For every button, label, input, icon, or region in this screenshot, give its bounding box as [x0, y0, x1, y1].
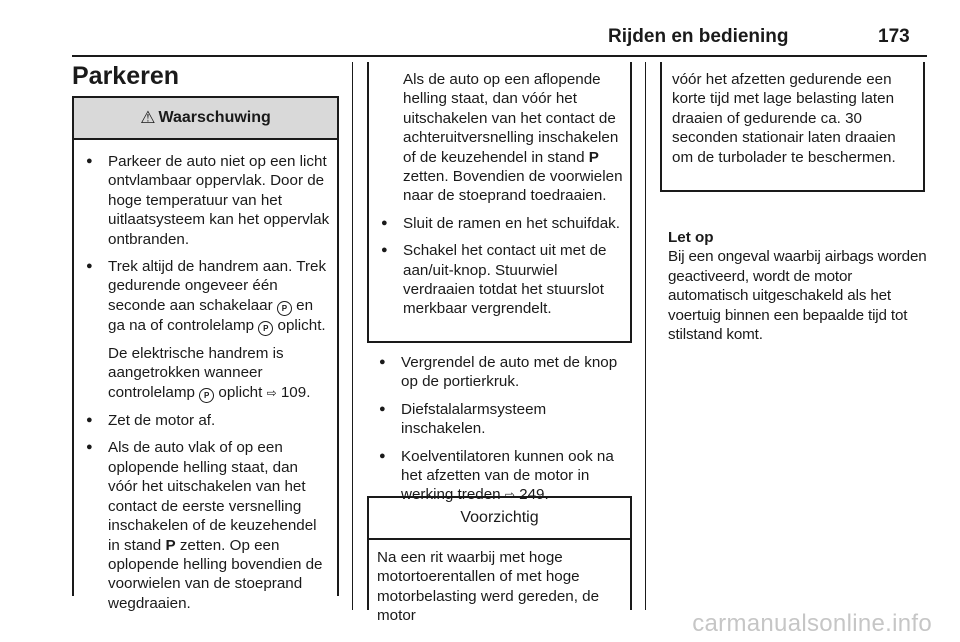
warning-bullet-4 [78, 438, 331, 613]
warning-bullet-1: ● Parkeer de auto niet op een licht ontvlambaar oppervlak. Door de hoge temperatuur van het uitlaatsysteem kan het oppervlak ontbranden. [78, 152, 331, 249]
body-bullet-1: ● Vergrendel de auto met de knop op de portierkruk. [371, 353, 633, 392]
body-bullet-2: ● Diefstalalarmsysteem inschakelen. [371, 400, 633, 439]
parking-brake-lamp-icon: P [258, 321, 273, 336]
header-rule [72, 55, 927, 57]
warning-bullet-6: ● Sluit de ramen en het schuifdak. [373, 214, 626, 233]
page-reference-249[interactable]: 249. [519, 486, 549, 504]
parking-brake-lamp-icon: P [277, 301, 292, 316]
caution-text-part-2: vóór het afzetten gedurende een korte tijd met lage belasting laten draaien of gedurende ca. 30 seconden stationair laten draaien om de turbolader te beschermen. [672, 71, 896, 166]
warning-bullet-2-text-b: en ga na of controlelamp [108, 296, 314, 334]
note-heading: Let op [668, 229, 714, 246]
caution-box-part-1 [367, 496, 632, 625]
page-reference-arrow-icon: ⇨ [504, 488, 515, 503]
warning-sub-text-a: De elektrische handrem is aangetrokken wanneer controlelamp [108, 344, 284, 401]
warning-continued-text [373, 70, 626, 206]
warning-bullet-2-text-c: oplicht. [277, 316, 326, 334]
parking-brake-lamp-icon: P [199, 388, 214, 403]
caution-box-part-2 [660, 62, 925, 192]
warning-heading-text: Waarschuwing [158, 109, 271, 126]
note-text: Bij een ongeval waarbij airbags worden geactiveerd, wordt de motor automatisch uitgeschakeld als het voertuig binnen een bepaalde tijd tot stilstand komt. [668, 248, 927, 344]
warning-bullet-5-text-a: Als de auto op een aflopende helling staat, dan vóór het uitschakelen van het contact de achteruitversnelling inschakelen of de keuzehendel in stand [403, 71, 619, 166]
warning-box-heading [74, 98, 337, 140]
warning-box-part-2 [367, 62, 632, 343]
gear-position-p: P [165, 536, 176, 554]
warning-bullet-2-text-a: Trek altijd de handrem aan. Trek gedurende ongeveer één seconde aan schakelaar [108, 258, 327, 314]
caution-heading: Voorzichtig [369, 498, 630, 540]
warning-bullet-7: ● Schakel het contact uit met de aan/uit-knop. Stuurwiel verdraaien totdat het stuurslot merkbaar vergrendelt. [373, 241, 626, 319]
gear-position-p: P [588, 148, 599, 166]
page-reference-arrow-icon: ⇨ [266, 385, 277, 400]
watermark: carmanualsonline.info [692, 610, 932, 637]
warning-bullet-4-text-b: zetten. Op een oplopende helling bovendien de voorwielen van de stoeprand wegdraaien. [108, 536, 323, 612]
warning-bullet-4-text-a: Als de auto vlak of op een oplopende helling staat, dan vóór het uitschakelen van het contact de eerste versnelling inschakelen of de keuzehendel in stand [108, 439, 317, 554]
warning-sub-text-b: oplicht [218, 383, 263, 401]
column-divider-2 [645, 62, 646, 610]
warning-bullet-2 [78, 257, 331, 336]
warning-box-part-1 [72, 96, 339, 612]
section-title: Parkeren [72, 62, 180, 90]
caution-text-part-1: Na een rit waarbij met hoge motortoerentallen of met hoge motorbelasting werd gereden, de motor [377, 549, 600, 625]
page-reference-109[interactable]: 109. [280, 383, 311, 401]
column-divider-1 [352, 62, 353, 610]
warning-subparagraph [78, 344, 331, 403]
warning-triangle-icon: ⚠ [140, 108, 156, 127]
warning-bullet-3: ● Zet de motor af. [78, 411, 331, 430]
column-2-body [371, 353, 633, 514]
body-bullet-3-text: Koelventilatoren kunnen ook na het afzetten van de motor in werking treden [401, 447, 614, 504]
note-block [668, 228, 930, 344]
page-number: 173 [878, 26, 910, 47]
warning-bullet-5-text-b: zetten. Bovendien de voorwielen naar de stoeprand toedraaien. [403, 168, 623, 205]
running-header-title: Rijden en bediening [608, 26, 789, 47]
